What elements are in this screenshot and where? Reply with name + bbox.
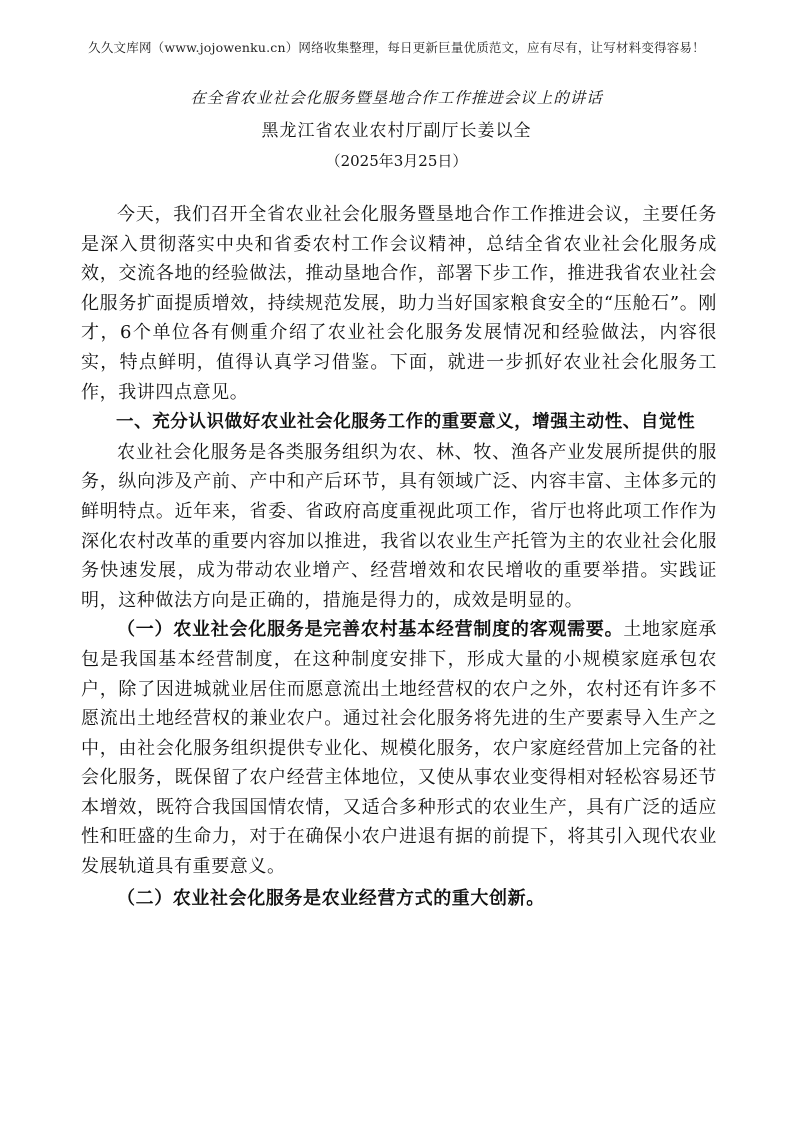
intro-paragraph: 今天，我们召开全省农业社会化服务暨垦地合作工作推进会议，主要任务是深入贯彻落实中央和省委农村工作会议精神，总结全省农业社会化服务成效，交流各地的经验做法，推动垦地合作，部署下步工作，推进我省农业社会化服务扩面提质增效，持续规范发展，助力当好国家粮食安全的“压舱石”。刚才，6个单位各有侧重介绍了农业社会化服务发展情况和经验做法，内容很实，特点鲜明，值得认真学习借鉴。下面，就进一步抓好农业社会化服务工作，我讲四点意见。 [81,204,717,403]
document-title: 在全省农业社会化服务暨垦地合作工作推进会议上的讲话 [190,89,603,107]
section-1-heading: 一、充分认识做好农业社会化服务工作的重要意义，增强主动性、自觉性 [116,412,696,433]
document-heading [0,86,793,174]
speaker-line: 黑龙江省农业农村厅副厅长姜以全 [261,121,532,141]
subsection-1-text: 土地家庭承包是我国基本经营制度，在这种制度安排下，形成大量的小规模家庭承包农户，除了因进城就业居住而愿意流出土地经营权的农户之外，农村还有许多不愿流出土地经营权的兼业农户。通过社会化服务将先进的生产要素导入生产之中，由社会化服务组织提供专业化、规模化服务，农户家庭经营加上完备的社会化服务，既保留了农户经营主体地位，又使从事农业变得相对轻松容易还节本增效，既符合我国国情农情，又适合多种形式的农业生产，具有广泛的适应性和旺盛的生命力，对于在确保小农户进退有据的前提下，将其引入现代农业发展轨道具有重要意义。 [81,619,717,878]
date-line: （2025年3月25日） [325,152,468,170]
section-1-paragraph: 农业社会化服务是各类服务组织为农、林、牧、渔各产业发展所提供的服务，纵向涉及产前、产中和产后环节，具有领域广泛、内容丰富、主体多元的鲜明特点。近年来，省委、省政府高度重视此项工作，省厅也将此项工作作为深化农村改革的重要内容加以推进，我省以农业生产托管为主的农业社会化服务快速发展，成为带动农业增产、经营增效和农民增收的重要举措。实践证明，这种做法方向是正确的，措施是得力的，成效是明显的。 [81,441,717,611]
subsection-2-heading: （二）农业社会化服务是农业经营方式的重大创新。 [117,887,545,909]
watermark-header: 久久文库网（www.jojowenku.cn）网络收集整理，每日更新巨量优质范文，应有尽有，让写材料变得容易！ [88,40,705,55]
subsection-1-paragraph [81,615,717,881]
subsection-1-heading: （一）农业社会化服务是完善农村基本经营制度的客观需要。 [117,619,624,641]
document-body [81,200,717,913]
